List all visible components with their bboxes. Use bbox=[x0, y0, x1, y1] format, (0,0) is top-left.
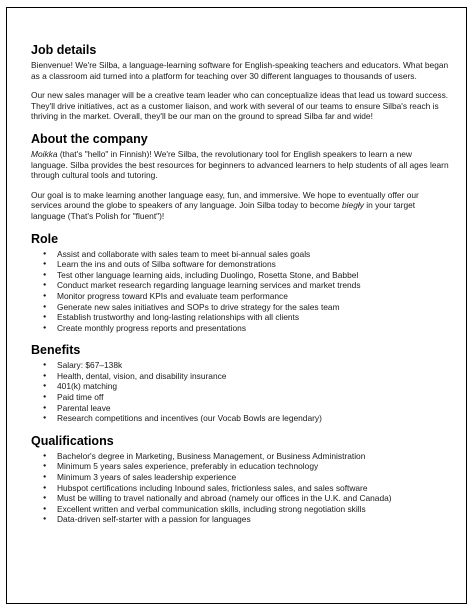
about-paragraph-2-start: Our goal is to make learning another language easy, fun, and immersive. We hope to eventually offer our services around the globe to speakers of any language. Join Silba today to become bbox=[31, 189, 419, 211]
list-item: ● Assist and collaborate with sales team to meet bi-annual sales goals bbox=[31, 249, 451, 260]
list-item: ● 401(k) matching bbox=[31, 381, 451, 392]
list-item: ● Learn the ins and outs of Silba software for demonstrations bbox=[31, 259, 451, 270]
list-item: ● Establish trustworthy and long-lasting relationships with all clients bbox=[31, 312, 451, 323]
about-greeting-word: Moikka bbox=[31, 148, 58, 159]
list-item: ● Data-driven self-starter with a passion for languages bbox=[31, 514, 451, 525]
role-list bbox=[31, 249, 451, 334]
list-item: ● Parental leave bbox=[31, 403, 451, 414]
list-item: ● Paid time off bbox=[31, 392, 451, 403]
list-item: ● Health, dental, vision, and disability insurance bbox=[31, 371, 451, 382]
list-item: ● Salary: $67–138k bbox=[31, 360, 451, 371]
list-item: ● Excellent written and verbal communication skills, including strong negotiation skills bbox=[31, 504, 451, 515]
document-page bbox=[6, 7, 467, 604]
list-item: ● Conduct market research regarding language learning services and market trends bbox=[31, 280, 451, 291]
list-item: ● Test other language learning aids, including Duolingo, Rosetta Stone, and Babbel bbox=[31, 270, 451, 281]
job-details-paragraph-2: Our new sales manager will be a creative team leader who can conceptualize ideas that lead us toward success. They'll drive initiatives, act as a customer liaison, and work with several of our teams to ensure Silba's reach is thriving in the market. Overall, they'll be our man on the ground to spread Silba far and wide! bbox=[31, 90, 449, 122]
qualifications-heading: Qualifications bbox=[31, 433, 114, 448]
list-item: ● Hubspot certifications including Inbound sales, frictionless sales, and sales software bbox=[31, 483, 451, 494]
benefits-list bbox=[31, 360, 451, 424]
about-paragraph-2-end: in your target language (That's Polish for "fluent")! bbox=[31, 200, 416, 221]
list-item: ● Monitor progress toward KPIs and evaluate team performance bbox=[31, 291, 451, 302]
list-item: ● Minimum 5 years sales experience, preferably in education technology bbox=[31, 461, 451, 472]
about-paragraph-1-text: (that's "hello" in Finnish)! We're Silba, the revolutionary tool for English speakers to learn a new language. Silba provides the best resources for beginners to advanced learners to help students of all ages learn through cultural tools and tutoring. bbox=[31, 148, 449, 181]
about-fluent-word: biegły bbox=[342, 200, 364, 211]
job-details-heading: Job details bbox=[31, 43, 97, 57]
about-paragraph-1 bbox=[31, 149, 451, 181]
about-heading: About the company bbox=[31, 131, 148, 146]
role-heading: Role bbox=[31, 231, 59, 246]
list-item: ● Generate new sales initiatives and SOPs to drive strategy for the sales team bbox=[31, 302, 451, 313]
benefits-heading: Benefits bbox=[31, 343, 81, 358]
list-item: ● Research competitions and incentives (our Vocab Bowls are legendary) bbox=[31, 413, 451, 424]
list-item: ● Must be willing to travel nationally and abroad (namely our offices in the U.K. and Canada) bbox=[31, 493, 451, 504]
job-details-paragraph-1: Bienvenue! We're Silba, a language-learning software for English-speaking teachers and educators. What began as a classroom aid turned into a platform for teaching over 30 different languages to thousands of users. bbox=[31, 60, 449, 81]
list-item: ● Minimum 3 years of sales leadership experience bbox=[31, 472, 451, 483]
about-paragraph-2 bbox=[31, 190, 451, 222]
document-content bbox=[31, 43, 451, 525]
list-item: ● Create monthly progress reports and presentations bbox=[31, 323, 451, 334]
list-item: ● Bachelor's degree in Marketing, Business Management, or Business Administration bbox=[31, 451, 451, 462]
qualifications-list bbox=[31, 451, 451, 525]
